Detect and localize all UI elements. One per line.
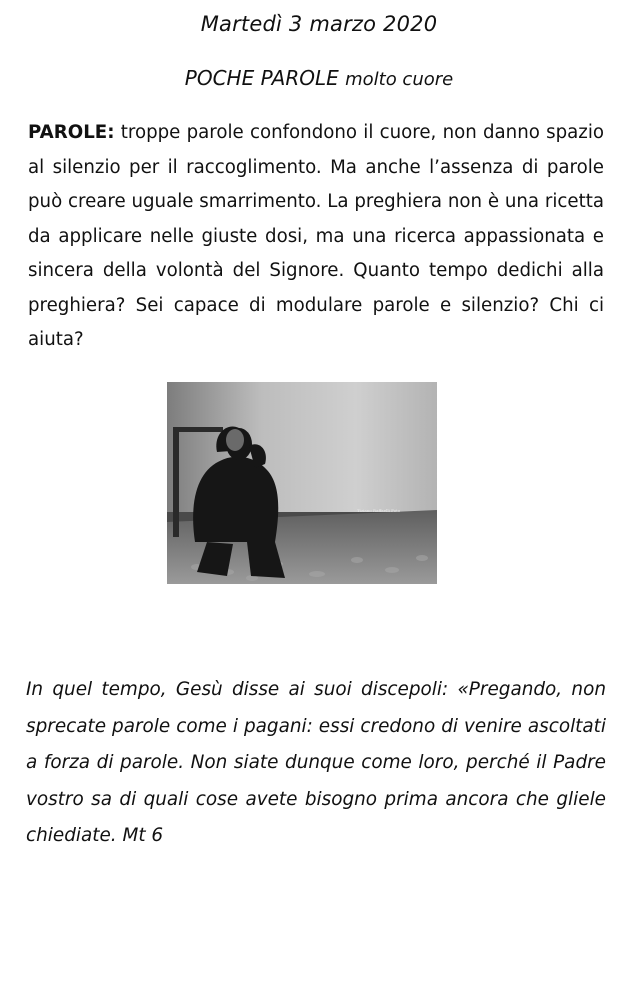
page-date: Martedì 3 marzo 2020 [200,12,438,36]
page-title [0,66,638,90]
railing-bar [173,427,223,432]
photo-man-praying [167,382,437,584]
railing-post [173,427,179,537]
reflection-text: troppe parole confondono il cuore, non danno spazio al silenzio per il raccoglimento. Ma anche l’assenza di parole può creare uguale smarrimento. La preghiera non è una ricetta da applicare nelle giuste dosi, ma una ricerca appassionata e sincera della volontà del Signore. Quanto tempo dedichi alla preghiera? Sei capace di modulare parole e silenzio? Chi ci aiuta? [28,122,604,350]
title-sub: molto cuore [345,69,454,90]
gospel-paragraph: In quel tempo, Gesù disse ai suoi discepoli: «Pregando, non sprecate parole come i pagani: essi credono di venire ascoltati a forza di parole. Non siate dunque come loro, perché il Padre vostro sa di quali cose avete bisogno prima ancora che gliele chiediate. Mt 6 [26,679,606,846]
face [226,429,244,451]
photo-watermark: Tiziano Raffaelli Foto [357,508,401,513]
reflection-paragraph [28,116,604,358]
reflection-keyword: PAROLE: [28,122,115,143]
title-main: POCHE PAROLE [184,66,339,90]
photo-illustration [167,382,437,584]
